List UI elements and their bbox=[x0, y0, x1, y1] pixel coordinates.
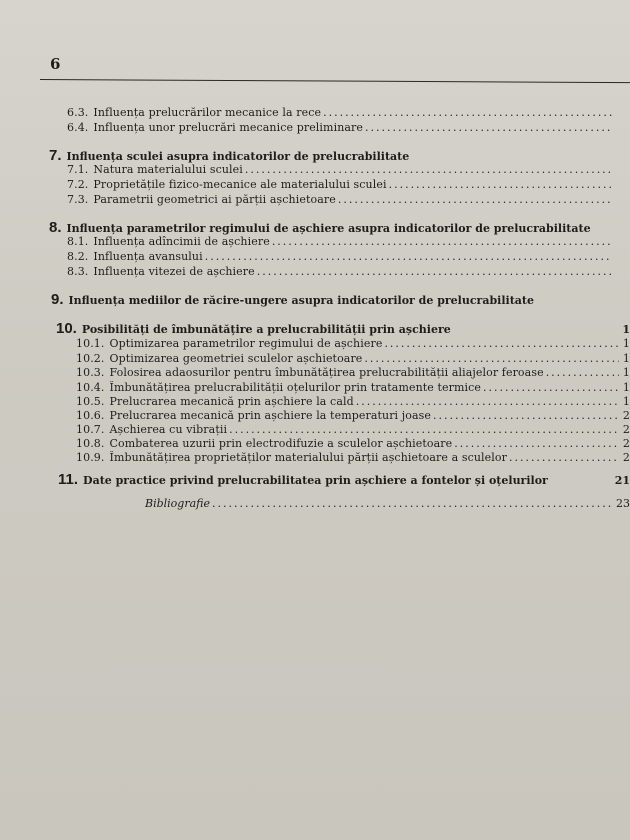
leader-dots bbox=[272, 235, 612, 248]
entry-title: Așchierea cu vibrații bbox=[109, 423, 228, 436]
entry-title: Influența unor prelucrări mecanice preliminare bbox=[93, 121, 364, 134]
bibliography-title: Bibliografie bbox=[145, 497, 211, 510]
toc-chapter-11 bbox=[58, 471, 630, 488]
page-ref: 1 bbox=[622, 337, 630, 350]
page-number: 6 bbox=[50, 55, 61, 73]
chapter-title: Influența mediilor de răcire-ungere asupra indicatorilor de prelucrabilitate bbox=[68, 294, 534, 307]
entry-number: 6.4. bbox=[67, 121, 89, 134]
entry-number: 6.3. bbox=[67, 106, 89, 119]
page-ref: 1 bbox=[622, 395, 630, 408]
entry-number: 7.1. bbox=[67, 163, 89, 176]
entry-title: Optimizarea geometriei sculelor așchietoare bbox=[109, 352, 363, 365]
toc-entry-8-2 bbox=[67, 250, 612, 263]
leader-dots bbox=[509, 451, 619, 464]
toc-entry-10-2 bbox=[76, 352, 630, 365]
toc-chapter-10 bbox=[56, 320, 630, 337]
leader-dots bbox=[229, 423, 619, 436]
entry-number: 10.7. bbox=[76, 423, 105, 436]
entry-number: 10.4. bbox=[76, 381, 105, 394]
toc-entry-10-6 bbox=[76, 409, 630, 422]
leader-dots bbox=[384, 337, 618, 350]
toc-entry-10-7 bbox=[76, 423, 630, 436]
chapter-title: Influența parametrilor regimului de așchiere asupra indicatorilor de prelucrabilitate bbox=[66, 222, 591, 235]
leader-dots bbox=[389, 178, 612, 191]
toc-entry-7-1 bbox=[67, 163, 612, 176]
entry-title: Folosirea adaosurilor pentru îmbunătățirea prelucrabilității aliajelor feroase bbox=[109, 366, 544, 379]
toc-entry-10-5 bbox=[76, 395, 630, 408]
entry-number: 7.2. bbox=[67, 178, 89, 191]
chapter-title: Influența sculei asupra indicatorilor de prelucrabilitate bbox=[66, 150, 410, 163]
toc-entry-10-4 bbox=[76, 381, 630, 394]
page-ref: 23 bbox=[616, 497, 630, 510]
page-ref: 2 bbox=[622, 451, 630, 464]
entry-title: Natura materialului sculei bbox=[93, 163, 243, 176]
chapter-title: Posibilități de îmbunătățire a prelucrabilității prin așchiere bbox=[81, 323, 451, 336]
chapter-number: 9. bbox=[51, 291, 64, 308]
toc-entry-8-1 bbox=[67, 235, 612, 248]
toc-entry-8-3 bbox=[67, 265, 612, 278]
entry-title: Influența prelucrărilor mecanice la rece bbox=[93, 106, 322, 119]
entry-title: Prelucrarea mecanică prin așchiere la cald bbox=[109, 395, 354, 408]
toc-entry-10-3 bbox=[76, 366, 630, 379]
leader-dots bbox=[546, 366, 619, 379]
leader-dots bbox=[205, 250, 612, 263]
page-ref: 2 bbox=[622, 437, 630, 450]
entry-title: Prelucrarea mecanică prin așchiere la temperaturi joase bbox=[109, 409, 432, 422]
leader-dots bbox=[323, 106, 612, 119]
page-ref: 1 bbox=[622, 381, 630, 394]
page-ref: 1 bbox=[622, 323, 630, 336]
entry-number: 8.2. bbox=[67, 250, 89, 263]
entry-title: Proprietățile fizico-mecanice ale materialului sculei bbox=[93, 178, 387, 191]
chapter-title: Date practice privind prelucrabilitatea prin așchiere a fontelor și oțelurilor bbox=[83, 474, 548, 487]
entry-number: 10.2. bbox=[76, 352, 105, 365]
entry-number: 10.9. bbox=[76, 451, 105, 464]
entry-number: 10.1. bbox=[76, 337, 105, 350]
toc-chapter-8 bbox=[49, 219, 629, 236]
leader-dots bbox=[338, 193, 612, 206]
entry-title: Influența adîncimii de așchiere bbox=[93, 235, 270, 248]
entry-number: 10.5. bbox=[76, 395, 105, 408]
entry-title: Influența vitezei de așchiere bbox=[93, 265, 255, 278]
leader-dots bbox=[245, 163, 612, 176]
entry-number: 7.3. bbox=[67, 193, 89, 206]
leader-dots bbox=[364, 352, 618, 365]
toc-chapter-9 bbox=[51, 291, 626, 308]
entry-title: Optimizarea parametrilor regimului de așchiere bbox=[109, 337, 383, 350]
chapter-number: 10. bbox=[56, 320, 77, 337]
entry-number: 8.1. bbox=[67, 235, 89, 248]
toc-entry-10-8 bbox=[76, 437, 630, 450]
page-ref: 2 bbox=[622, 409, 630, 422]
chapter-number: 7. bbox=[49, 147, 62, 164]
entry-title: Parametrii geometrici ai părții așchietoare bbox=[93, 193, 336, 206]
toc-chapter-7 bbox=[49, 147, 629, 164]
page-ref: 1 bbox=[622, 366, 630, 379]
entry-title: Influența avansului bbox=[93, 250, 203, 263]
chapter-number: 8. bbox=[49, 219, 62, 236]
entry-number: 10.6. bbox=[76, 409, 105, 422]
entry-number: 10.8. bbox=[76, 437, 105, 450]
chapter-number: 11. bbox=[58, 471, 79, 488]
toc-entry-7-3 bbox=[67, 193, 612, 206]
leader-dots bbox=[433, 409, 619, 422]
leader-dots bbox=[212, 497, 612, 510]
entry-title: Combaterea uzurii prin electrodifuzie a sculelor așchietoare bbox=[109, 437, 453, 450]
leader-dots bbox=[365, 121, 612, 134]
toc-entry-7-2 bbox=[67, 178, 612, 191]
toc-bibliography bbox=[145, 497, 630, 510]
toc-entry-6-4 bbox=[67, 121, 612, 134]
page-ref: 1 bbox=[622, 352, 630, 365]
entry-number: 10.3. bbox=[76, 366, 105, 379]
toc-entry-10-9 bbox=[76, 451, 630, 464]
page-ref: 2 bbox=[622, 423, 630, 436]
leader-dots bbox=[483, 381, 619, 394]
entry-title: Îmbunătățirea prelucrabilității oțelurilor prin tratamente termice bbox=[109, 381, 482, 394]
entry-title: Îmbunătățirea proprietăților materialului părții așchietoare a sculelor bbox=[109, 451, 507, 464]
entry-number: 8.3. bbox=[67, 265, 89, 278]
page-ref: 21 bbox=[614, 474, 630, 487]
leader-dots bbox=[356, 395, 619, 408]
leader-dots bbox=[257, 265, 612, 278]
toc-entry-6-3 bbox=[67, 106, 612, 119]
leader-dots bbox=[454, 437, 619, 450]
toc-entry-10-1 bbox=[76, 337, 630, 350]
